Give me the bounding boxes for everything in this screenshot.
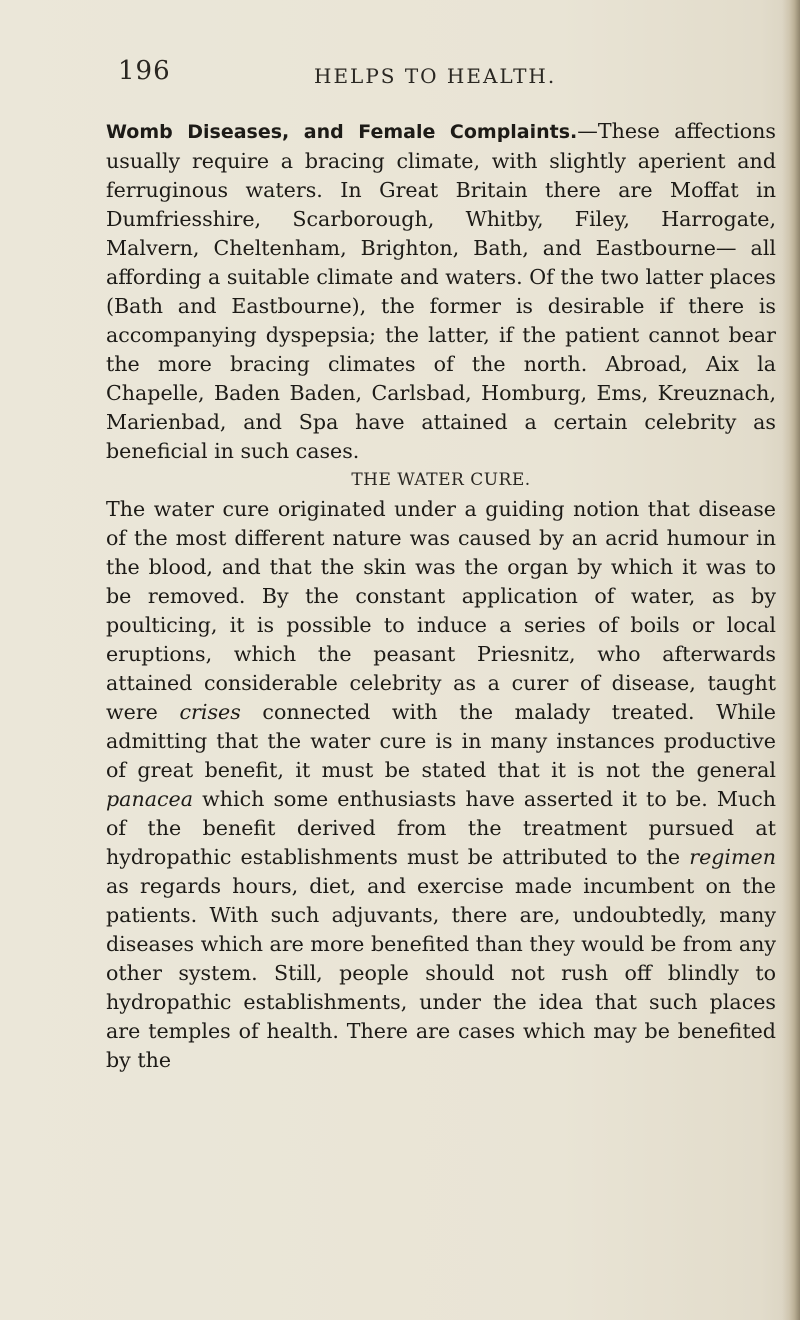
- paragraph-body: —These affections usually require a bracing climate, with slightly aperient and ferruginous waters. In Great Britain there are Moffat in Dumfriesshire, Scarborough, Whitby, Filey, Harrogate, Malvern, Cheltenham, Brighton, Bath, and Eastbourne— all affording a suitable climate and waters. Of the two latter places (Bath and Eastbourne), the former is desirable if there is accompanying dyspepsia; the latter, if the patient cannot bear the more bracing climates of the north. Abroad, Aix la Chapelle, Baden Baden, Carlsbad, Homburg, Ems, Kreuznach, Marienbad, and Spa have attained a certain celebrity as beneficial in such cases.: [106, 119, 776, 463]
- paragraph-water-cure: [106, 495, 776, 1075]
- section-heading: THE WATER CURE.: [351, 470, 531, 490]
- italic-term-regimen: regimen: [689, 845, 776, 869]
- paragraph-text-segment: as regards hours, diet, and exercise made incumbent on the patients. With such adjuvants, there are, undoubtedly, many diseases which are more benefited than they would be from any other system. Still, people should not rush off blindly to hydropathic establishments, under the idea that such places are temples of health. There are cases which may be benefited by the: [106, 874, 776, 1072]
- paragraph-text-segment: which some enthusiasts have asserted it to be. Much of the benefit derived from the treatment pursued at hydropathic establishments must be attributed to the: [106, 787, 776, 869]
- paragraph-womb-diseases: [106, 117, 776, 466]
- italic-term-panacea: panacea: [106, 787, 194, 811]
- page-edge-shadow: [782, 0, 800, 1320]
- italic-term-crises: crises: [179, 700, 241, 724]
- paragraph-lead-heading: Womb Diseases, and Female Complaints.: [106, 121, 578, 143]
- page-number: 196: [118, 56, 171, 86]
- page-header: [0, 56, 800, 96]
- paragraph-text-segment: connected with the malady treated. While admitting that the water cure is in many instances productive of great benefit, it must be stated that it is not the general: [106, 700, 776, 782]
- running-head: HELPS TO HEALTH.: [314, 64, 557, 88]
- body-text: [106, 117, 776, 1075]
- paragraph-text-segment: The water cure originated under a guiding notion that disease of the most different nature was caused by an acrid humour in the blood, and that the skin was the organ by which it was to be removed. By the constant application of water, as by poulticing, it is possible to induce a series of boils or local eruptions, which the peasant Priesnitz, who afterwards attained considerable celebrity as a curer of disease, taught were: [106, 497, 776, 724]
